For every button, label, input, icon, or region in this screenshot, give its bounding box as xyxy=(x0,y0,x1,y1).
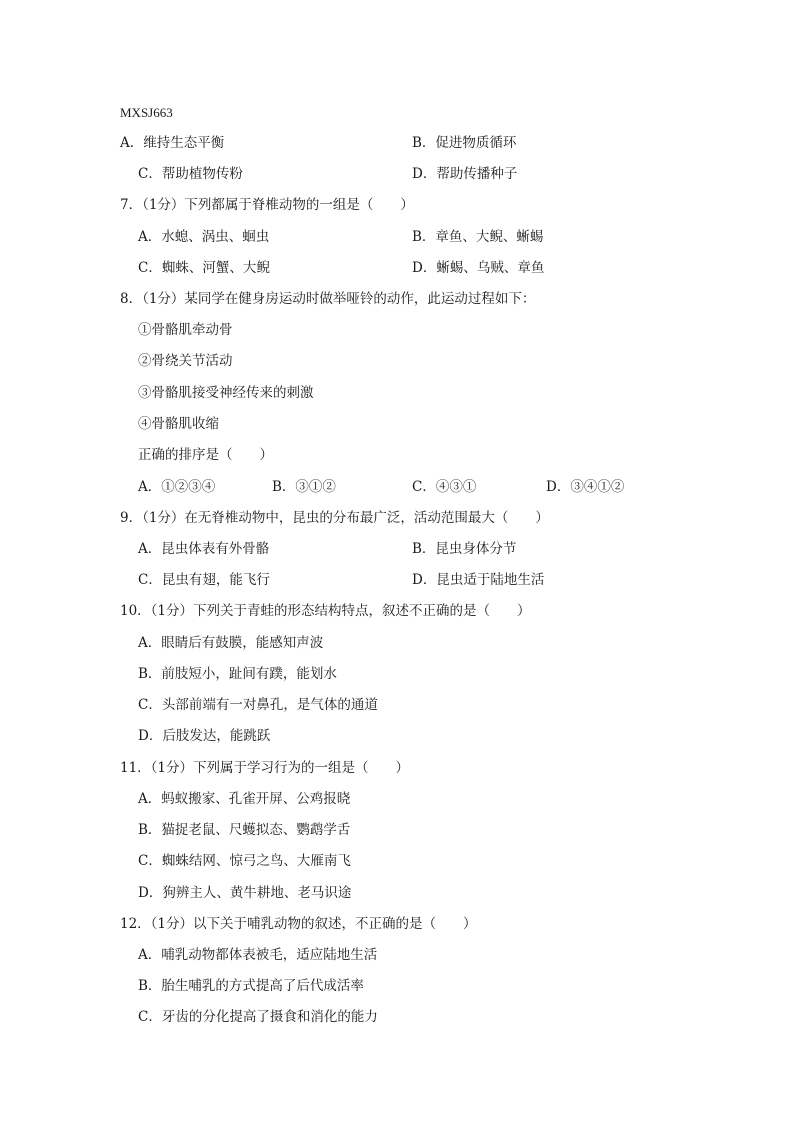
q8-option-a: A．①②③④ xyxy=(138,479,216,495)
q11-option-a: A．蚂蚁搬家、孔雀开屏、公鸡报晓 xyxy=(138,791,351,807)
q12-stem: 12．（1分）以下关于哺乳动物的叙述，不正确的是（ ） xyxy=(120,916,477,932)
q7-option-d: D．蜥蜴、乌贼、章鱼 xyxy=(412,260,545,276)
q7-option-c: C．蜘蛛、河蟹、大鲵 xyxy=(138,260,270,276)
q7-option-b: B．章鱼、大鲵、蜥蜴 xyxy=(412,229,544,245)
q11-option-d: D．狗辨主人、黄牛耕地、老马识途 xyxy=(138,885,352,901)
q8-step-1: ①骨骼肌牵动骨 xyxy=(138,322,233,338)
q11-option-c: C．蜘蛛结网、惊弓之鸟、大雁南飞 xyxy=(138,853,351,869)
q8-step-4: ④骨骼肌收缩 xyxy=(138,416,219,432)
q6-option-a: A．维持生态平衡 xyxy=(120,135,225,151)
q11-stem: 11．（1分）下列属于学习行为的一组是（ ） xyxy=(120,760,410,776)
q12-option-c: C．牙齿的分化提高了摄食和消化的能力 xyxy=(138,1009,378,1025)
q6-option-b: B．促进物质循环 xyxy=(412,135,517,151)
q7-stem: 7．（1分）下列都属于脊椎动物的一组是（ ） xyxy=(120,197,414,213)
q9-option-a: A．昆虫体表有外骨骼 xyxy=(138,541,270,557)
q6-option-c: C．帮助植物传粉 xyxy=(138,166,243,182)
q8-option-b: B．③①② xyxy=(272,479,336,495)
q7-option-a: A．水螅、涡虫、蛔虫 xyxy=(138,229,270,245)
q6-option-d: D．帮助传播种子 xyxy=(412,166,518,182)
q8-option-d: D．③④①② xyxy=(546,479,625,495)
q11-option-b: B．猫捉老鼠、尺蠖拟态、鹦鹉学舌 xyxy=(138,822,351,838)
q8-prompt: 正确的排序是（ ） xyxy=(138,447,273,463)
q10-option-b: B．前肢短小，趾间有蹼，能划水 xyxy=(138,666,337,682)
doc-code: MXSJ663 xyxy=(120,105,173,120)
q8-stem: 8．（1分）某同学在健身房运动时做举哑铃的动作，此运动过程如下： xyxy=(120,291,536,307)
q12-option-b: B．胎生哺乳的方式提高了后代成活率 xyxy=(138,978,364,994)
q9-option-c: C．昆虫有翅，能飞行 xyxy=(138,572,270,588)
q9-option-b: B．昆虫身体分节 xyxy=(412,541,517,557)
q8-step-2: ②骨绕关节活动 xyxy=(138,353,233,369)
q10-stem: 10．（1分）下列关于青蛙的形态结构特点，叙述不正确的是（ ） xyxy=(120,603,531,619)
q8-option-c: C．④③① xyxy=(412,479,477,495)
q12-option-a: A．哺乳动物都体表被毛，适应陆地生活 xyxy=(138,947,378,963)
q10-option-a: A．眼睛后有鼓膜，能感知声波 xyxy=(138,635,324,651)
q10-option-c: C．头部前端有一对鼻孔，是气体的通道 xyxy=(138,697,378,713)
q9-stem: 9．（1分）在无脊椎动物中，昆虫的分布最广泛，活动范围最大（ ） xyxy=(120,510,549,526)
q8-step-3: ③骨骼肌接受神经传来的刺激 xyxy=(138,385,314,401)
q10-option-d: D．后肢发达，能跳跃 xyxy=(138,728,271,744)
q9-option-d: D．昆虫适于陆地生活 xyxy=(412,572,545,588)
